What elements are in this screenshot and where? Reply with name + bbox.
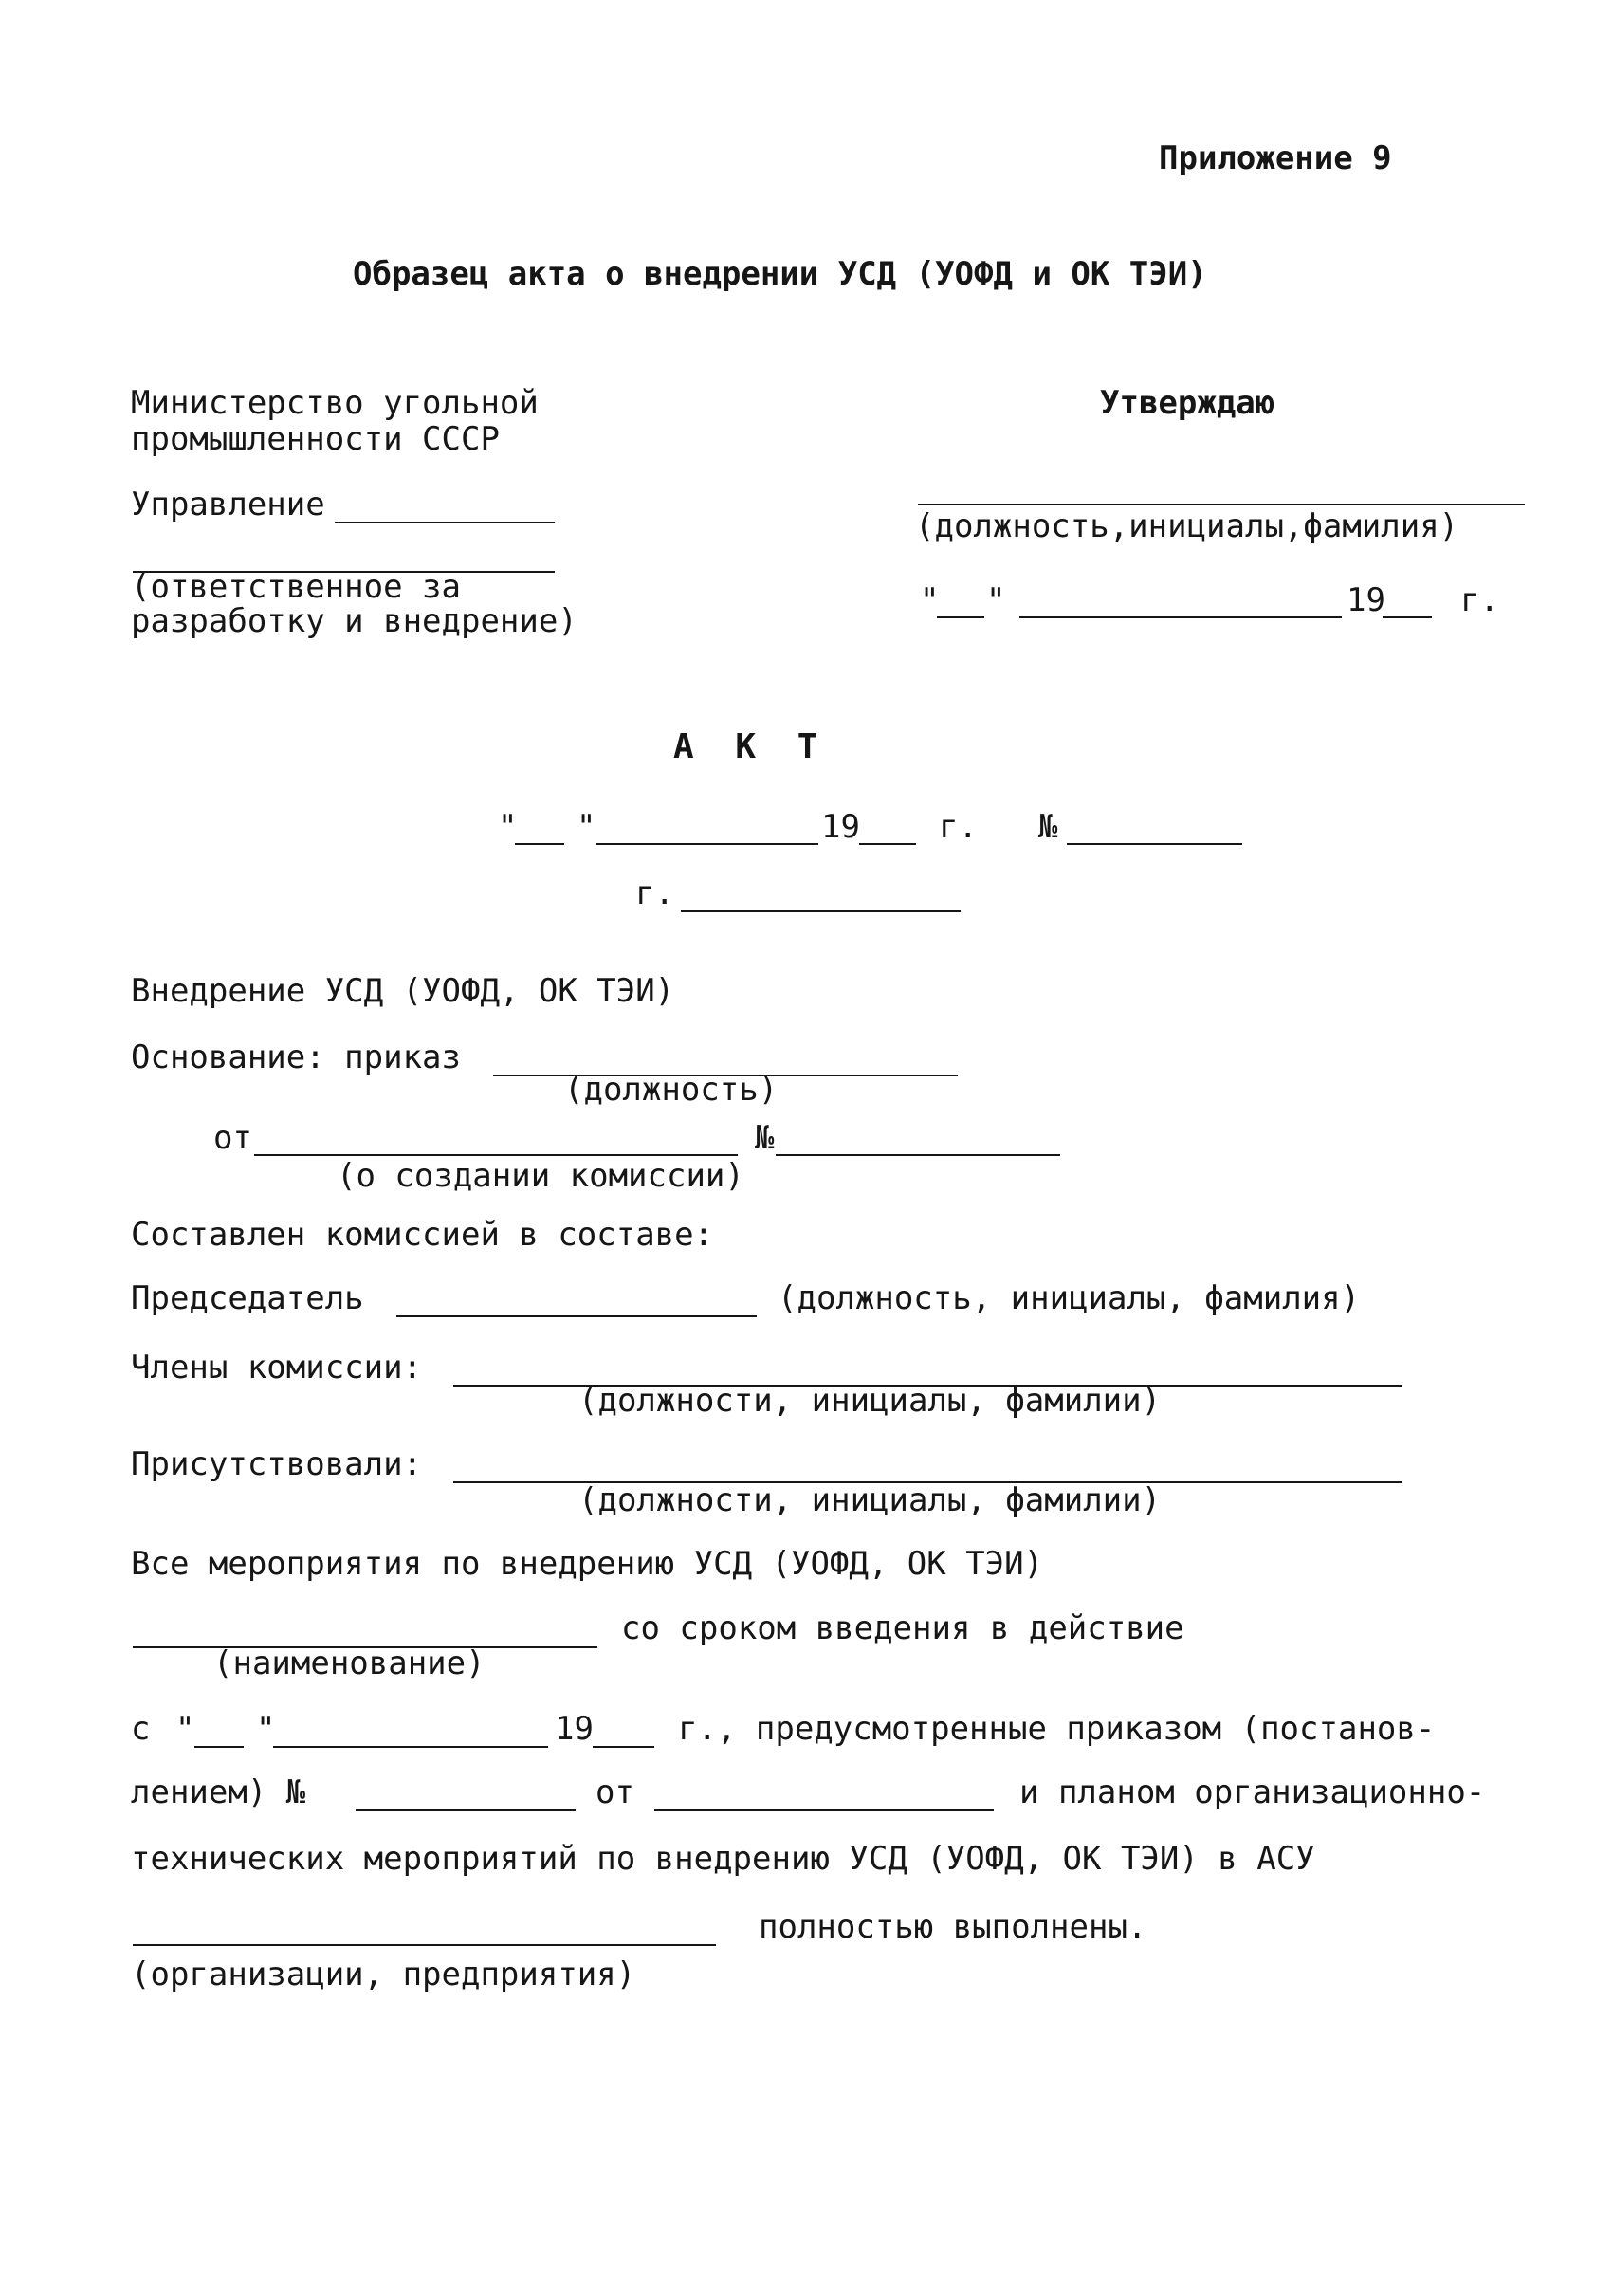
name-caption: (наименование): [213, 1644, 486, 1682]
chairman-caption: (должность, инициалы, фамилия): [778, 1279, 1361, 1317]
resolution-number-blank: [356, 1809, 576, 1811]
act-month-blank: [596, 843, 818, 845]
responsible-caption-line-2: разработку и внедрение): [131, 602, 577, 640]
completed-text: полностью выполнены.: [759, 1908, 1147, 1946]
approve-year-blank: [1383, 616, 1432, 618]
appendix-number: Приложение 9: [1159, 139, 1392, 177]
approve-label: Утверждаю: [1100, 384, 1275, 422]
plan-text: и планом организационно-: [1019, 1773, 1486, 1811]
composition-text: Составлен комиссией в составе:: [131, 1216, 714, 1254]
act-quote-open: ": [498, 808, 518, 846]
from-day-blank: [194, 1746, 244, 1748]
approve-quote-close: ": [986, 581, 1006, 619]
approver-blank-line: [918, 504, 1525, 505]
chairman-label: Председатель: [131, 1279, 364, 1317]
members-caption: (должности, инициалы, фамилии): [578, 1382, 1162, 1420]
act-city-blank: [681, 910, 961, 912]
present-label: Присутствовали:: [131, 1445, 423, 1483]
from-prefix: с: [131, 1710, 151, 1748]
resolution-label: лением) №: [131, 1773, 306, 1811]
term-text: со сроком введения в действие: [621, 1609, 1184, 1647]
act-number-sign: №: [1038, 808, 1058, 846]
intro-text: Внедрение УСД (УОФД, ОК ТЭИ): [131, 972, 675, 1010]
members-label: Члены комиссии:: [131, 1349, 423, 1387]
department-label: Управление: [131, 486, 325, 523]
from-label: от: [213, 1119, 252, 1157]
from-year-blank: [593, 1746, 654, 1748]
document-title: Образец акта о внедрении УСД (УОФД и ОК ТЭИ): [353, 255, 1207, 293]
from-date-blank: [254, 1154, 738, 1156]
act-title: А К Т: [673, 727, 818, 766]
act-quote-close: ": [577, 808, 596, 846]
approve-day-blank: [937, 616, 984, 618]
act-day-blank: [515, 843, 564, 845]
from-year-prefix: 19: [555, 1710, 594, 1748]
basis-caption: (должность): [564, 1071, 779, 1109]
approve-quote-open: ": [920, 581, 940, 619]
from-quote-open: ": [175, 1710, 195, 1748]
department-blank-line: [335, 522, 555, 523]
chairman-blank-line: [396, 1315, 757, 1317]
basis-label: Основание: приказ: [131, 1038, 461, 1076]
resolution-from-word: от: [596, 1773, 634, 1811]
act-year-prefix: 19: [821, 808, 860, 846]
provided-text: г., предусмотренные приказом (постанов-: [678, 1710, 1436, 1748]
order-number-sign: №: [755, 1119, 775, 1157]
approve-year-prefix: 19: [1347, 581, 1385, 619]
act-number-blank: [1067, 843, 1242, 845]
order-number-blank: [776, 1154, 1060, 1156]
from-quote-close: ": [256, 1710, 276, 1748]
act-year-blank: [859, 843, 916, 845]
commission-caption: (о создании комиссии): [337, 1157, 744, 1195]
technical-measures-text: технических мероприятий по внедрению УСД (УОФД, ОК ТЭИ) в АСУ: [131, 1840, 1315, 1878]
from-month-blank: [273, 1746, 548, 1748]
resolution-date-blank: [654, 1809, 994, 1811]
ministry-line-2: промышленности СССР: [131, 420, 500, 458]
measures-text: Все мероприятия по внедрению УСД (УОФД, ОК ТЭИ): [131, 1545, 1044, 1583]
approve-month-blank: [1019, 616, 1342, 618]
present-caption: (должности, инициалы, фамилии): [578, 1481, 1162, 1519]
act-city-prefix: г.: [635, 874, 674, 912]
approver-position-caption: (должность,инициалы,фамилия): [915, 507, 1459, 545]
act-year-suffix: г.: [939, 808, 978, 846]
approve-year-suffix: г.: [1460, 581, 1499, 619]
organization-caption: (организации, предприятия): [131, 1956, 636, 1993]
ministry-line-1: Министерство угольной: [131, 384, 539, 422]
responsible-caption-line-1: (ответственное за: [131, 568, 461, 606]
organization-blank-line: [133, 1944, 716, 1946]
